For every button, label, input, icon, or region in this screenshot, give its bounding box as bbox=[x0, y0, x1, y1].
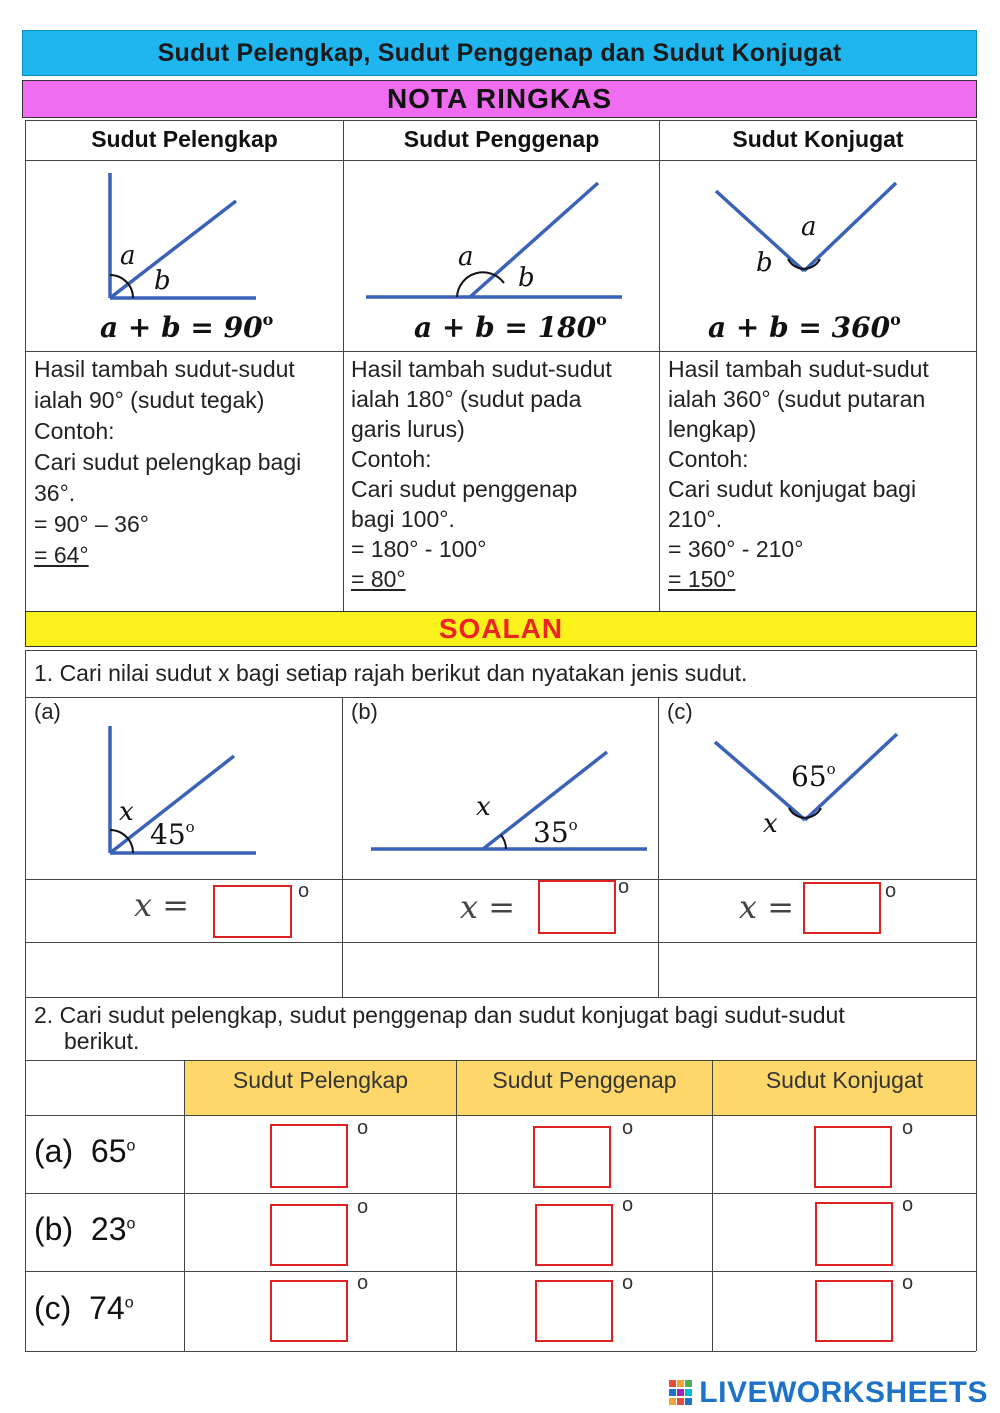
angle-label-b: b bbox=[756, 248, 773, 278]
degree-symbol: o bbox=[902, 1194, 914, 1216]
part-label-a: (a) bbox=[34, 699, 61, 724]
answer-box-2c-pelengkap[interactable] bbox=[270, 1280, 348, 1342]
known-angle-65: 65 bbox=[791, 760, 827, 793]
degree-symbol: o bbox=[618, 876, 630, 898]
angle-label-a: a bbox=[801, 212, 817, 242]
answer-box-2b-konjugat[interactable] bbox=[815, 1202, 893, 1266]
worksheet-title: Sudut Pelengkap, Sudut Penggenap dan Sudut Konjugat bbox=[22, 30, 977, 76]
liveworksheets-logo[interactable] bbox=[669, 1376, 988, 1410]
degree-symbol: o bbox=[357, 1196, 369, 1218]
diagram-q1b bbox=[343, 698, 658, 879]
formula-degree: o bbox=[262, 310, 274, 329]
heading-sudut-penggenap: Sudut Penggenap bbox=[403, 126, 600, 152]
angle-label-b: b bbox=[154, 266, 171, 296]
note-pelengkap: Hasil tambah sudut-sudut ialah 90° (sudut tegak) Contoh: Cari sudut pelengkap bagi 36°. = 90° – 36° = 64° bbox=[34, 356, 302, 568]
row-label-b: (b) 23$^o$ bbox=[34, 1211, 136, 1247]
row-label-c: (c) 74$^o$ bbox=[34, 1290, 134, 1326]
col-header-pelengkap: Sudut Pelengkap bbox=[185, 1061, 456, 1115]
svg-text:45o bbox=[150, 818, 195, 851]
degree-symbol: o bbox=[622, 1194, 634, 1216]
angle-label-a: a bbox=[120, 241, 136, 271]
angle-degree: o bbox=[185, 818, 195, 836]
question-2-text: 2. Cari sudut pelengkap, sudut penggenap dan sudut konjugat bagi sudut-sudut berikut. bbox=[34, 1002, 845, 1054]
known-angle-35: 35 bbox=[533, 816, 569, 849]
part-label-c: (c) bbox=[667, 699, 693, 724]
degree-symbol: o bbox=[298, 880, 310, 902]
answer-box-2a-pelengkap[interactable] bbox=[270, 1124, 348, 1188]
formula-pelengkap: a + b = 90 bbox=[100, 311, 263, 344]
svg-text:a + b = 90o bbox=[100, 310, 274, 344]
answer-box-q1a[interactable] bbox=[213, 885, 292, 938]
degree-symbol: o bbox=[357, 1272, 369, 1294]
svg-text:a + b = 180o bbox=[414, 310, 607, 344]
formula-konjugat: a + b = 360 bbox=[708, 311, 891, 344]
angle-degree: o bbox=[568, 816, 578, 834]
logo-blocks-icon bbox=[669, 1380, 693, 1406]
nota-ringkas-banner: NOTA RINGKAS bbox=[22, 80, 977, 118]
angle-label-a: a bbox=[458, 242, 474, 272]
diagram-q1a bbox=[26, 698, 342, 879]
unknown-angle-x: x bbox=[476, 792, 491, 822]
note-penggenap: Hasil tambah sudut-sudut ialah 180° (sudut pada garis lurus) Contoh: Cari sudut penggenap bagi 100°. = 180° - 100° = 80° bbox=[351, 356, 612, 592]
part-label-b: (b) bbox=[351, 699, 378, 724]
known-angle-45: 45 bbox=[150, 818, 186, 851]
answer-box-2a-konjugat[interactable] bbox=[814, 1126, 892, 1188]
svg-text:a + b = 360o bbox=[708, 310, 901, 344]
answer-box-q1b[interactable] bbox=[538, 880, 616, 934]
answer-box-2c-konjugat[interactable] bbox=[815, 1280, 893, 1342]
degree-symbol: o bbox=[885, 880, 897, 902]
soalan-banner: SOALAN bbox=[25, 611, 977, 647]
degree-symbol: o bbox=[622, 1117, 634, 1139]
unknown-angle-x: x bbox=[119, 797, 134, 827]
answer-prefix-b: x = bbox=[460, 888, 516, 926]
heading-sudut-pelengkap: Sudut Pelengkap bbox=[91, 126, 278, 152]
note-konjugat: Hasil tambah sudut-sudut ialah 360° (sudut putaran lengkap) Contoh: Cari sudut konjugat bagi 210°. = 360° - 210° = 150° bbox=[668, 356, 929, 592]
answer-box-2b-pelengkap[interactable] bbox=[270, 1204, 348, 1266]
diagram-q1c bbox=[659, 698, 976, 879]
diagram-penggenap bbox=[344, 161, 659, 351]
diagram-pelengkap bbox=[26, 161, 343, 351]
formula-degree: o bbox=[596, 310, 607, 329]
formula-penggenap: a + b = 180 bbox=[414, 311, 597, 344]
logo-text: LIVEWORKSHEETS bbox=[699, 1376, 988, 1409]
heading-sudut-konjugat: Sudut Konjugat bbox=[732, 126, 904, 152]
diagram-konjugat bbox=[660, 161, 976, 351]
svg-text:65o bbox=[791, 760, 836, 793]
answer-prefix-c: x = bbox=[739, 888, 795, 926]
answer-box-2b-penggenap[interactable] bbox=[535, 1204, 613, 1266]
angle-degree: o bbox=[826, 760, 836, 778]
degree-symbol: o bbox=[902, 1117, 914, 1139]
question-1-text: 1. Cari nilai sudut x bagi setiap rajah berikut dan nyatakan jenis sudut. bbox=[34, 660, 748, 686]
formula-degree: o bbox=[890, 310, 901, 329]
col-header-konjugat: Sudut Konjugat bbox=[713, 1061, 976, 1115]
degree-symbol: o bbox=[622, 1272, 634, 1294]
svg-text:35o bbox=[533, 816, 578, 849]
unknown-angle-x: x bbox=[763, 809, 778, 839]
col-header-penggenap: Sudut Penggenap bbox=[457, 1061, 712, 1115]
answer-box-q1c[interactable] bbox=[803, 882, 881, 934]
answer-prefix-a: x = bbox=[134, 886, 190, 924]
degree-symbol: o bbox=[902, 1272, 914, 1294]
answer-box-2c-penggenap[interactable] bbox=[535, 1280, 613, 1342]
degree-symbol: o bbox=[357, 1117, 369, 1139]
row-label-a: (a) 65$^o$ bbox=[34, 1133, 136, 1169]
answer-box-2a-penggenap[interactable] bbox=[533, 1126, 611, 1188]
angle-label-b: b bbox=[518, 263, 535, 293]
